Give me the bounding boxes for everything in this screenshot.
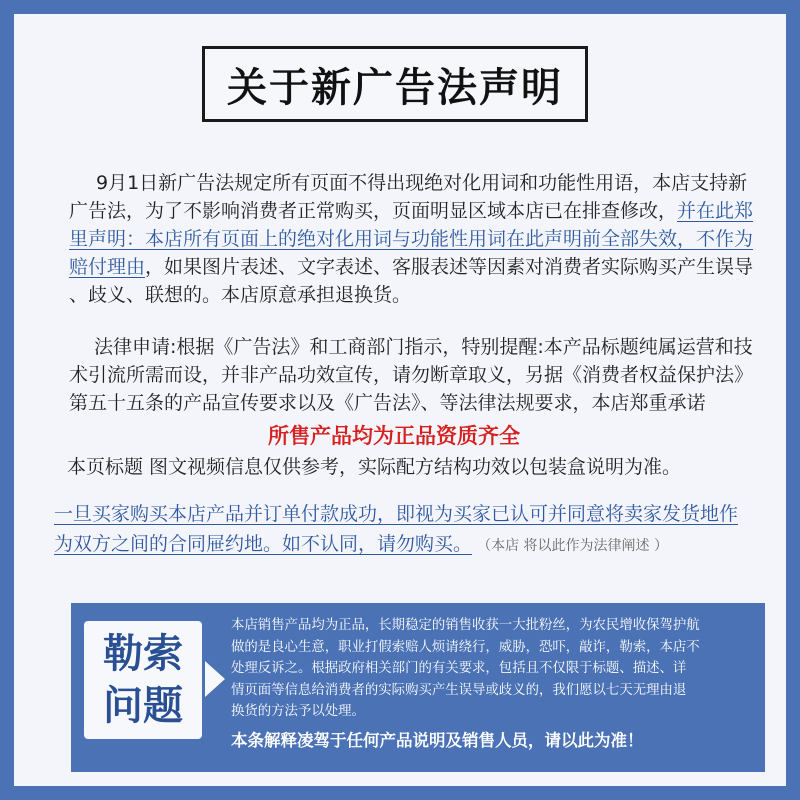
- notice-emphasis: 里声明：本店所有页面上的绝对化用词与功能性用词在此声明前全部失效，不作为: [69, 228, 754, 250]
- extortion-panel: [71, 603, 765, 772]
- notice-text: ，如果图片表述、文字表述、客服表述等因素对消费者实际购买产生误导: [145, 256, 754, 278]
- legal-line-1: 法律申请:根据《广告法》和工商部门指示，特别提醒:本产品标题纯属运营和技: [94, 336, 753, 358]
- extortion-body: [231, 615, 757, 723]
- notice-line-4: [69, 252, 753, 282]
- extortion-line: 情页面等信息给消费者的实际购买产生误导或歧义的，我们愿以七天无理由退: [231, 682, 687, 698]
- badge-text: 问题: [103, 683, 183, 729]
- notice-card: [14, 14, 786, 786]
- extortion-badge: [84, 621, 202, 739]
- badge-text: 勒索: [103, 631, 183, 677]
- contract-text: 为双方之间的合同屉约地。如不认同，请勿购买。: [54, 533, 473, 555]
- contract-text: 一旦买家购买本店产品并订单付款成功，即视为买家已认可并同意将卖家发货地作: [54, 503, 739, 525]
- notice-text: 9月1日新广告法规定所有页面不得出现绝对化用词和功能性用语，本店支持新: [96, 172, 748, 194]
- legal-line-3: 第五十五条的产品宣传要求以及《广告法》、等法律法规要求，本店郑重承诺: [69, 392, 706, 414]
- genuine-product-highlight: 所售产品均为正品资质齐全: [268, 424, 520, 448]
- notice-text: 、歧义、联想的。本店原意承担退换货。: [69, 284, 412, 306]
- extortion-line: 本店销售产品均为正品，长期稳定的销售收获一大批粉丝，为农民增收保驾护航: [231, 618, 700, 633]
- contract-line-2: [54, 529, 668, 559]
- notice-text: 广告法，为了不影响消费者正常购买，页面明显区域本店已在排查修改，: [69, 200, 678, 222]
- notice-emphasis: 赔付理由: [69, 256, 146, 278]
- contract-line-1: [54, 499, 738, 529]
- extortion-final-statement: 本条解释凌驾于任何产品说明及销售人员，请以此为准！: [231, 731, 644, 750]
- notice-line-2: [69, 196, 753, 226]
- notice-line-5: [69, 280, 411, 310]
- contract-note: （本店 将以此作为法律阐述 ）: [477, 538, 669, 554]
- notice-line-3: [69, 224, 753, 254]
- extortion-line: 换货的方法予以处理。: [231, 704, 365, 719]
- reference-disclaimer: 本页标题 图文视频信息仅供参考，实际配方结构功效以包装盒说明为准。: [67, 456, 682, 478]
- page-title: 关于新广告法声明: [202, 46, 588, 122]
- notice-emphasis: 并在此郑: [677, 200, 754, 222]
- notice-line-1: [96, 168, 747, 198]
- extortion-line: 处理反诉之。根据政府相关部门的有关要求，包括且不仅限于标题、描述、详: [231, 661, 687, 676]
- pointer-arrow-icon: [205, 661, 225, 697]
- legal-line-2: 术引流所需而设，并非产品功效宣传，请勿断章取义，另据《消费者权益保护法》: [69, 364, 754, 386]
- extortion-line: 做的是良心生意，职业打假索赔人烦请绕行，威胁，恐吓，敲诈，勒索，本店不: [231, 639, 700, 655]
